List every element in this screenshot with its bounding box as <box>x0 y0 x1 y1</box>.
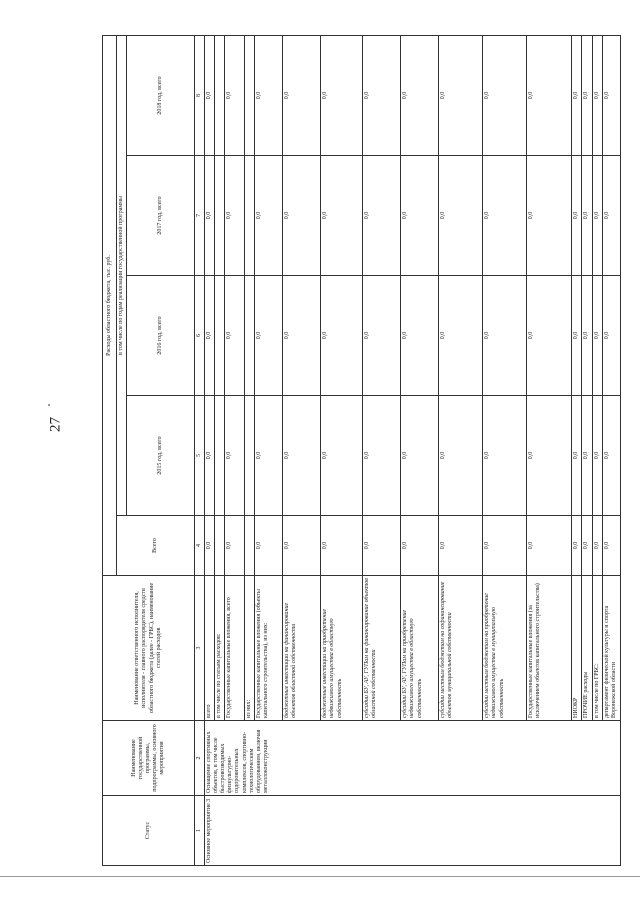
value-cell <box>215 276 225 396</box>
value-cell <box>245 276 255 396</box>
value-cell <box>215 35 225 155</box>
expense-label-cell: субсидии местным бюджетам на приобретение недвижимого имущества в муниципальную собственность <box>483 576 527 721</box>
value-cell: 0,0 <box>363 35 401 155</box>
including-years-header: в том числе по годам реализации государственной программы <box>117 35 127 515</box>
status-header: Статус <box>103 796 195 866</box>
value-cell: 0,0 <box>483 276 527 396</box>
value-cell: 0,0 <box>401 276 439 396</box>
value-cell: 0,0 <box>527 156 572 276</box>
expense-label-cell: департамент физической культуры и спорта Воронежской области <box>602 576 620 721</box>
column-number: 8 <box>195 35 205 155</box>
value-cell: 0,0 <box>205 516 215 576</box>
column-number: 6 <box>195 276 205 396</box>
program-name-cell: Оснащение спортивных объектов, в том числе быстровозводимых физкультурно-оздоровительных комплексов, спортивно-технологическим оборудованием, включая металлоконструкции <box>205 721 620 796</box>
value-cell: 0,0 <box>439 35 483 155</box>
column-number: 1 <box>195 796 205 866</box>
value-cell: 0,0 <box>527 516 572 576</box>
value-cell: 0,0 <box>283 396 321 516</box>
value-cell <box>245 516 255 576</box>
value-cell <box>245 156 255 276</box>
expenses-table <box>102 35 621 866</box>
value-cell: 0,0 <box>363 396 401 516</box>
year-header: 2018 год, всего <box>127 35 195 155</box>
value-cell <box>215 396 225 516</box>
expense-label-cell: Государственные капитальные вложения (объекты капитального строительства), из них: <box>255 576 283 721</box>
value-cell: 0,0 <box>255 276 283 396</box>
value-cell: 0,0 <box>602 35 620 155</box>
expense-label-cell: субсидии БУ, АУ, ГУПам на приобретение недвижимого имущества в областную собственность <box>401 576 439 721</box>
expense-label-cell: из них: <box>245 576 255 721</box>
column-number: 3 <box>195 576 205 721</box>
expense-label-cell: бюджетные инвестиции на приобретение недвижимого имущества в областную собственность <box>321 576 363 721</box>
value-cell: 0,0 <box>602 396 620 516</box>
expense-label-cell: Государственные капитальные вложения (за исключением объектов капитального строительства) <box>527 576 572 721</box>
expense-label-cell: всего <box>205 576 215 721</box>
value-cell: 0,0 <box>572 35 582 155</box>
value-cell: 0,0 <box>225 396 245 516</box>
column-number: 7 <box>195 156 205 276</box>
total-header: Всего <box>117 516 195 576</box>
value-cell: 0,0 <box>321 276 363 396</box>
value-cell: 0,0 <box>572 276 582 396</box>
scan-speck <box>48 404 50 406</box>
value-cell: 0,0 <box>255 516 283 576</box>
value-cell: 0,0 <box>205 156 215 276</box>
value-cell: 0,0 <box>582 396 592 516</box>
value-cell: 0,0 <box>582 276 592 396</box>
value-cell: 0,0 <box>321 516 363 576</box>
rotated-page <box>102 36 617 866</box>
value-cell: 0,0 <box>602 516 620 576</box>
expense-label-cell: НИОКР <box>572 576 582 721</box>
value-cell: 0,0 <box>225 276 245 396</box>
value-cell: 0,0 <box>255 35 283 155</box>
value-cell: 0,0 <box>255 156 283 276</box>
value-cell: 0,0 <box>205 35 215 155</box>
value-cell: 0,0 <box>527 276 572 396</box>
value-cell: 0,0 <box>283 156 321 276</box>
value-cell: 0,0 <box>483 516 527 576</box>
value-cell: 0,0 <box>592 396 602 516</box>
expense-label-cell: в том числе по статьям расходов: <box>215 576 225 721</box>
year-header: 2015 год, всего <box>127 396 195 516</box>
value-cell: 0,0 <box>572 396 582 516</box>
expense-label-cell: в том числе по ГРБС: <box>592 576 602 721</box>
value-cell: 0,0 <box>401 396 439 516</box>
table-row <box>205 35 215 865</box>
value-cell: 0,0 <box>401 156 439 276</box>
expense-label-cell: субсидии местным бюджетам на софинансирование объектов муниципальной собственности <box>439 576 483 721</box>
column-number-row <box>195 35 205 865</box>
value-cell: 0,0 <box>439 276 483 396</box>
value-cell <box>245 35 255 155</box>
scan-bottom-edge <box>0 876 640 877</box>
value-cell: 0,0 <box>363 516 401 576</box>
page-number: 27 <box>47 417 64 432</box>
value-cell: 0,0 <box>401 35 439 155</box>
value-cell: 0,0 <box>283 516 321 576</box>
value-cell: 0,0 <box>527 396 572 516</box>
value-cell: 0,0 <box>401 516 439 576</box>
value-cell: 0,0 <box>592 156 602 276</box>
value-cell: 0,0 <box>592 35 602 155</box>
expense-label-cell: субсидии БУ, АУ, ГУПам на финансирование объектов областной собственности <box>363 576 401 721</box>
value-cell <box>215 516 225 576</box>
value-cell <box>245 396 255 516</box>
year-header: 2016 год, всего <box>127 276 195 396</box>
value-cell: 0,0 <box>225 156 245 276</box>
expense-label-cell: бюджетные инвестиции на финансирование объектов областной собственности <box>283 576 321 721</box>
value-cell: 0,0 <box>602 156 620 276</box>
column-number: 5 <box>195 396 205 516</box>
value-cell: 0,0 <box>483 35 527 155</box>
value-cell: 0,0 <box>363 276 401 396</box>
header-row-1 <box>103 35 117 865</box>
value-cell: 0,0 <box>592 516 602 576</box>
value-cell: 0,0 <box>283 276 321 396</box>
value-cell: 0,0 <box>225 516 245 576</box>
value-cell: 0,0 <box>255 396 283 516</box>
value-cell: 0,0 <box>582 35 592 155</box>
value-cell: 0,0 <box>225 35 245 155</box>
expense-label-cell: Государственные капитальные вложения, всего <box>225 576 245 721</box>
value-cell: 0,0 <box>321 35 363 155</box>
value-cell: 0,0 <box>439 156 483 276</box>
value-cell: 0,0 <box>439 516 483 576</box>
value-cell <box>215 156 225 276</box>
expense-label-cell: ПРОЧИЕ расходы <box>582 576 592 721</box>
value-cell: 0,0 <box>321 396 363 516</box>
value-cell: 0,0 <box>483 156 527 276</box>
column-number: 2 <box>195 721 205 796</box>
value-cell: 0,0 <box>582 156 592 276</box>
value-cell: 0,0 <box>483 396 527 516</box>
status-cell: Основное мероприятие 3 <box>205 796 620 866</box>
value-cell: 0,0 <box>592 276 602 396</box>
value-cell: 0,0 <box>572 156 582 276</box>
value-cell: 0,0 <box>363 156 401 276</box>
program-name-header: Наименование государственной программы, подпрограммы, основного мероприятия <box>103 721 195 796</box>
value-cell: 0,0 <box>439 396 483 516</box>
value-cell: 0,0 <box>205 396 215 516</box>
value-cell: 0,0 <box>205 276 215 396</box>
value-cell: 0,0 <box>602 276 620 396</box>
rotated-table-container <box>102 36 617 866</box>
value-cell: 0,0 <box>582 516 592 576</box>
value-cell: 0,0 <box>321 156 363 276</box>
expenses-title-header: Расходы областного бюджета, тыс. руб. <box>103 35 117 575</box>
year-header: 2017 год, всего <box>127 156 195 276</box>
value-cell: 0,0 <box>572 516 582 576</box>
value-cell: 0,0 <box>527 35 572 155</box>
value-cell: 0,0 <box>283 35 321 155</box>
column-number: 4 <box>195 516 205 576</box>
executor-header: Наименование ответственного исполнителя, исполнителя - главного распорядителя средств областного бюджета (далее - ГРБС), наименование статей расходов <box>103 576 195 721</box>
